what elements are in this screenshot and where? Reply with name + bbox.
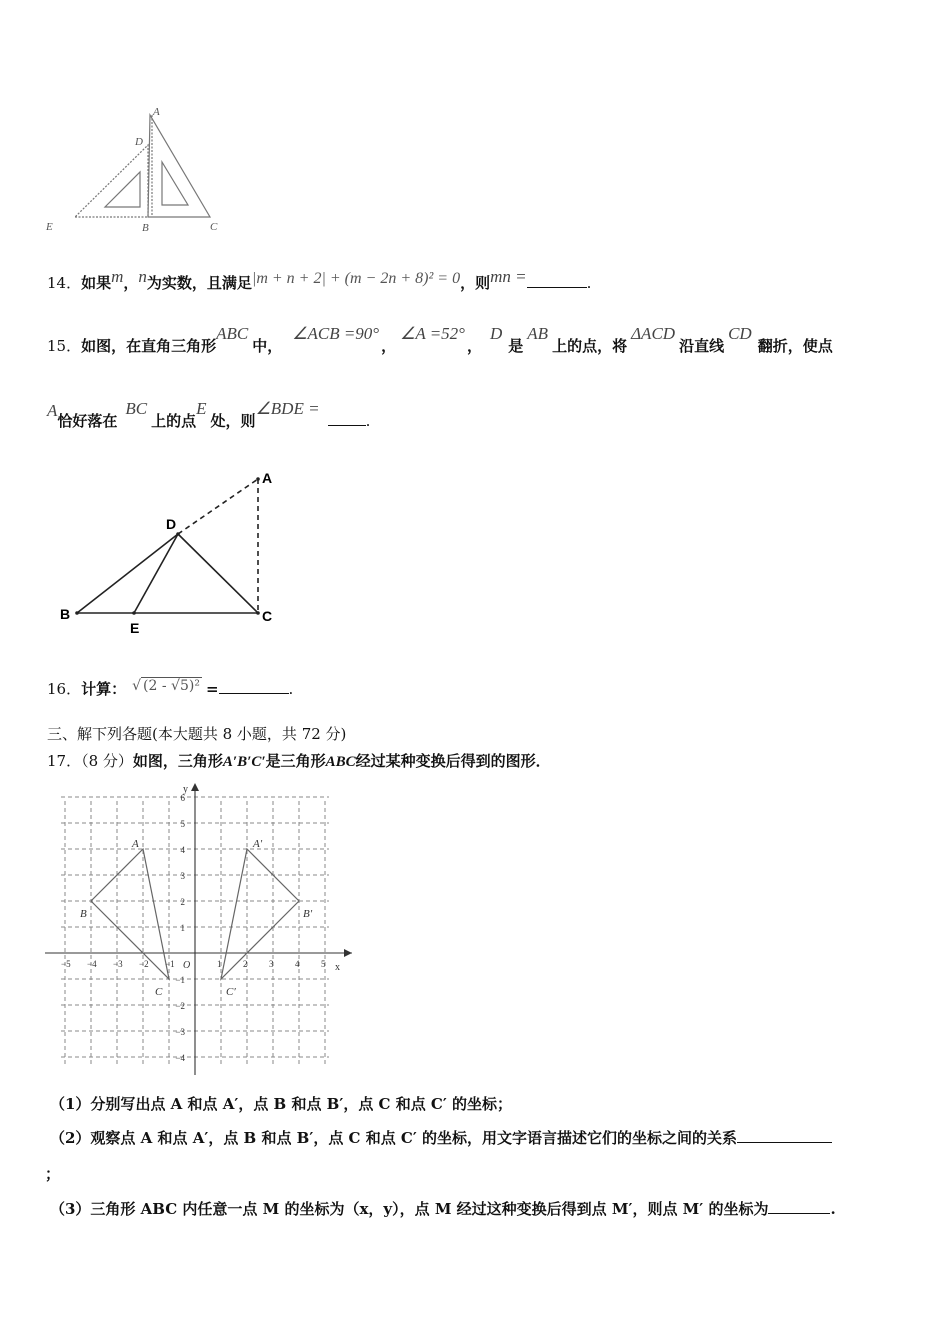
q14-number: 14． bbox=[47, 274, 82, 292]
x-tick-label: 1 bbox=[217, 959, 222, 969]
fig13-label-E: E bbox=[46, 221, 53, 233]
point-label-A: A bbox=[132, 838, 139, 850]
q15-sep-2: ， bbox=[466, 337, 482, 355]
point-label-B: B bbox=[80, 908, 87, 920]
q15-abc: ABC bbox=[216, 324, 249, 343]
fig15-label-A: A bbox=[262, 470, 273, 486]
q14-text-3: ，则 bbox=[460, 274, 491, 292]
q17-number: 17． bbox=[47, 752, 82, 770]
x-axis-arrow-icon bbox=[344, 949, 352, 957]
q16-equals: = bbox=[205, 680, 219, 698]
fig13-label-B: B bbox=[142, 222, 149, 234]
point-label-B-prime: B′ bbox=[303, 908, 313, 920]
q17-sub-1: （1）分别写出点 A 和点 A′，点 B 和点 B′，点 C 和点 C′ 的坐标； bbox=[50, 1095, 513, 1113]
q17-triangle-abc: ABC bbox=[325, 754, 356, 770]
y-tick-label: −2 bbox=[175, 1001, 185, 1011]
q15-angle-bde: ∠BDE = bbox=[255, 399, 320, 418]
coordinate-grid-figure bbox=[40, 780, 370, 1080]
q17-text-3: 经过某种变换后得到的图形． bbox=[355, 752, 551, 770]
q16-text: 计算： bbox=[81, 680, 127, 698]
q14-comma: ， bbox=[123, 274, 139, 292]
y-tick-label: −1 bbox=[175, 975, 185, 985]
point-label-C: C bbox=[155, 986, 163, 998]
q14-text-1: 如果 bbox=[81, 274, 112, 292]
q15-text-2: 中， bbox=[252, 337, 283, 355]
q17-sub-2-text: （2）观察点 A 和点 A′，点 B 和点 B′，点 C 和点 C′ 的坐标，用文字语言描述它们的坐标之间的关系 bbox=[50, 1129, 738, 1147]
q14-equation: |m + n + 2| + (m − 2n + 8)² = 0 bbox=[251, 270, 461, 287]
q17-sub-3 bbox=[50, 1198, 836, 1219]
fold-triangle-figure bbox=[55, 465, 285, 640]
y-tick-label: −3 bbox=[175, 1027, 185, 1037]
q15-angle-a: ∠A =52° bbox=[400, 324, 465, 343]
q15-text-4: 上的点，将 bbox=[552, 337, 628, 355]
question-15-line-2 bbox=[47, 399, 371, 431]
question-15-line-1 bbox=[47, 324, 833, 356]
x-tick-label: 5 bbox=[321, 959, 326, 969]
question-17 bbox=[47, 750, 551, 771]
y-tick-label: 5 bbox=[180, 819, 185, 829]
q15-text-9: 处，则 bbox=[210, 412, 256, 430]
q16-answer-blank[interactable] bbox=[219, 679, 289, 694]
q15-point-d: D bbox=[489, 324, 503, 343]
q15-point-e: E bbox=[196, 399, 207, 418]
q15-cd: CD bbox=[728, 324, 752, 343]
q15-answer-blank[interactable] bbox=[328, 411, 366, 426]
q16-radicand: (2 - √5)² bbox=[143, 678, 200, 694]
y-tick-label: 2 bbox=[180, 897, 185, 907]
fig13-label-C: C bbox=[210, 221, 218, 233]
q17-text-1: 如图，三角形 bbox=[132, 752, 223, 770]
origin-label: O bbox=[183, 960, 191, 971]
y-tick-label: 6 bbox=[180, 793, 185, 803]
q14-expr: mn = bbox=[490, 267, 527, 286]
fig15-label-B: B bbox=[60, 606, 71, 622]
q15-end: . bbox=[365, 412, 371, 430]
q14-text-2: 为实数，且满足 bbox=[146, 274, 252, 292]
fig15-label-E: E bbox=[130, 620, 140, 636]
q14-var-n: n bbox=[138, 267, 147, 286]
y-axis-label: y bbox=[183, 784, 188, 795]
q17-triangle-prime: A′B′C′ bbox=[222, 754, 266, 770]
q17-score: （8 分） bbox=[81, 752, 133, 770]
fig13-label-A: A bbox=[153, 106, 160, 118]
q17-sub-2 bbox=[50, 1127, 832, 1148]
triangle-abc-prime bbox=[221, 849, 299, 979]
q17-sub-2-end: ； bbox=[45, 1165, 61, 1183]
q15-text-7: 恰好落在 bbox=[57, 412, 118, 430]
x-tick-label: 3 bbox=[269, 959, 274, 969]
q14-answer-blank[interactable] bbox=[527, 273, 587, 288]
q15-number: 15． bbox=[47, 337, 82, 355]
x-tick-label: −2 bbox=[139, 959, 149, 969]
x-tick-label: −5 bbox=[61, 959, 71, 969]
q14-var-m: m bbox=[111, 267, 124, 286]
q17-sub-3-end: . bbox=[830, 1200, 836, 1218]
q15-text-6: 翻折，使点 bbox=[757, 337, 833, 355]
q17-text-2: 是三角形 bbox=[265, 752, 326, 770]
q16-end: . bbox=[288, 680, 294, 698]
fig15-label-D: D bbox=[166, 516, 177, 532]
q14-end: . bbox=[586, 274, 592, 292]
point-label-C-prime: C′ bbox=[226, 986, 236, 998]
x-tick-label: −4 bbox=[87, 959, 97, 969]
q15-ab: AB bbox=[527, 324, 549, 343]
q17-sub-3-answer-blank[interactable] bbox=[768, 1199, 830, 1214]
q15-sep-1: ， bbox=[381, 337, 397, 355]
x-axis-label: x bbox=[335, 962, 340, 973]
y-tick-label: 3 bbox=[180, 871, 185, 881]
y-axis-arrow-icon bbox=[191, 783, 199, 791]
triangle-abc bbox=[91, 849, 169, 979]
x-tick-label: −3 bbox=[113, 959, 123, 969]
q15-text-5: 沿直线 bbox=[679, 337, 725, 355]
q16-number: 16． bbox=[47, 680, 82, 698]
y-tick-label: −4 bbox=[175, 1053, 185, 1063]
y-tick-label: 4 bbox=[180, 845, 185, 855]
fig13-label-D: D bbox=[135, 136, 143, 148]
q15-text-1: 如图，在直角三角形 bbox=[81, 337, 217, 355]
q17-sub-2-answer-blank[interactable] bbox=[737, 1128, 832, 1143]
section-3-title: 三、解下列各题(本大题共 8 小题，共 72 分) bbox=[47, 725, 347, 743]
x-tick-label: 4 bbox=[295, 959, 300, 969]
q15-triangle-acd: ΔACD bbox=[631, 324, 676, 343]
q15-bc: BC bbox=[125, 399, 148, 418]
y-tick-label: 1 bbox=[180, 923, 185, 933]
x-tick-label: −1 bbox=[165, 959, 175, 969]
fig15-label-C: C bbox=[262, 608, 273, 624]
q15-text-3: 是 bbox=[508, 337, 524, 355]
set-square-figure bbox=[40, 100, 240, 240]
point-label-A-prime: A′ bbox=[253, 838, 263, 850]
question-14 bbox=[47, 267, 592, 293]
q15-angle-acb: ∠ACB =90° bbox=[292, 324, 380, 343]
sqrt-icon: √ bbox=[132, 678, 142, 694]
q16-radical bbox=[132, 678, 202, 694]
question-16 bbox=[47, 678, 293, 699]
x-tick-label: 2 bbox=[243, 959, 248, 969]
q15-text-8: 上的点 bbox=[151, 412, 197, 430]
q15-point-a: A bbox=[47, 401, 58, 420]
q17-sub-3-text: （3）三角形 ABC 内任意一点 M 的坐标为（x，y），点 M 经过这种变换后得到点 M′，则点 M′ 的坐标为 bbox=[50, 1200, 769, 1218]
